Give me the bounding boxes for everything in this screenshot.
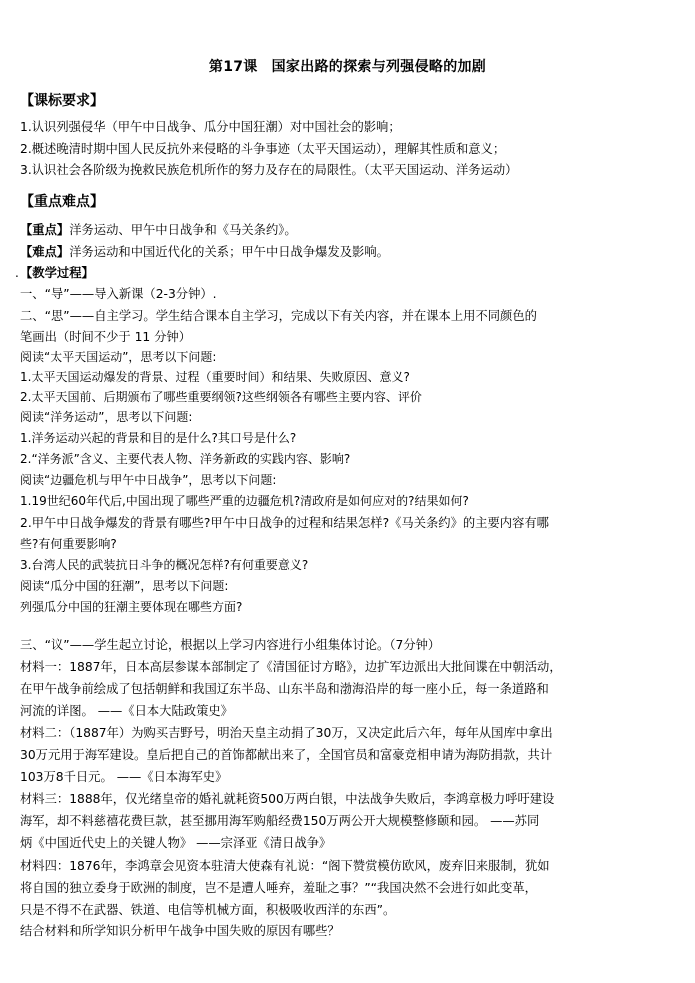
process-line: 2.太平天国前、后期颁布了哪些重要纲领?这些纲领各有哪些主要内容、评价 xyxy=(20,390,422,404)
discussion-line: 30万元用于海军建设。皇后把自己的首饰都献出来了，全国官员和富豪竞相申请为海防捐款，共计 xyxy=(20,748,553,762)
bullet-dot: . xyxy=(15,266,19,280)
discussion-line: 河流的详图。 ——《日本大陆政策史》 xyxy=(20,704,233,718)
process-line: 笔画出（时间不少于 11 分钟） xyxy=(20,330,192,344)
process-line: 阅读“太平天国运动”，思考以下问题: xyxy=(20,350,217,364)
standards-item: 3.认识社会各阶级为挽救民族危机所作的努力及存在的局限性。（太平天国运动、洋务运动） xyxy=(20,163,518,177)
discussion-line: 材料二：（1887年）为购买吉野号，明治天皇主动捐了30万，又决定此后六年，每年从国库中拿出 xyxy=(20,726,553,740)
discussion-line: 只是不得不在武器、铁道、电信等机械方面，积极吸收西洋的东西”。 xyxy=(20,903,396,917)
key-point-text: 洋务运动、甲午中日战争和《马关条约》。 xyxy=(69,223,297,237)
discussion-line: 103万8千日元。 ——《日本海军史》 xyxy=(20,770,228,784)
difficult-point-label: 【难点】 xyxy=(20,245,70,259)
discussion-line: 材料四：1876年，李鸿章会见资本驻清大使森有礼说：“阁下赞赏模仿欧风，废弃旧来服制，犹如 xyxy=(20,859,550,873)
discussion-line: 炳《中国近代史上的关键人物》 ——宗泽亚《清日战争》 xyxy=(20,836,332,850)
process-line: 列强瓜分中国的狂潮主要体现在哪些方面? xyxy=(20,600,243,614)
discussion-line: 材料三：1888年，仅光绪皇帝的婚礼就耗资500万两白银，中法战争失败后，李鸿章极力呼吁建设 xyxy=(20,792,555,806)
process-line: 1.洋务运动兴起的背景和目的是什么?其口号是什么? xyxy=(20,431,297,445)
process-line: 2.“洋务派”含义、主要代表人物、洋务新政的实践内容、影响? xyxy=(20,452,351,466)
standards-heading: 【课标要求】 xyxy=(20,93,104,109)
standards-item: 2.概述晚清时期中国人民反抗外来侵略的斗争事迹（太平天国运动），理解其性质和意义； xyxy=(20,142,506,156)
lesson-number: 第17课 xyxy=(208,59,258,75)
lesson-name: 国家出路的探索与列强侵略的加剧 xyxy=(271,59,487,75)
discussion-line: 在甲午战争前绘成了包括朝鲜和我国辽东半岛、山东半岛和渤海沿岸的每一座小丘，每一条道路和 xyxy=(20,682,549,696)
process-line: 1.19世纪60年代后,中国出现了哪些严重的边疆危机?清政府是如何应对的?结果如何? xyxy=(20,494,469,508)
process-line: 些?有何重要影响? xyxy=(20,537,117,551)
process-line: 阅读“瓜分中国的狂潮”，思考以下问题: xyxy=(20,579,229,593)
process-line: 2.甲午中日战争爆发的背景有哪些?甲午中日战争的过程和结果怎样?《马关条约》的主要内容有哪 xyxy=(20,516,549,530)
difficult-point-text: 洋务运动和中国近代化的关系；甲午中日战争爆发及影响。 xyxy=(69,245,389,259)
key-difficult-heading: 【重点难点】 xyxy=(20,194,104,210)
discussion-line: 海军，却不料慈禧花费巨款，甚至挪用海军购船经费150万两公开大规模整修颐和园。 ——苏同 xyxy=(20,814,540,828)
discussion-line: 材料一：1887年，日本高层参谋本部制定了《清国征讨方略》，边扩军边派出大批间谍在中朝活动， xyxy=(20,660,562,674)
standards-item: 1.认识列强侵华（甲午中日战争、瓜分中国狂潮）对中国社会的影响； xyxy=(20,120,401,134)
process-line: 一、“导”——导入新课（2-3分钟）. xyxy=(20,287,217,301)
discussion-line: 三、“议”——学生起立讨论，根据以上学习内容进行小组集体讨论。（7分钟） xyxy=(20,638,441,652)
key-point-label: 【重点】 xyxy=(20,223,70,237)
key-point-line xyxy=(20,221,675,239)
teaching-process-heading: 【教学过程】 xyxy=(20,266,94,280)
process-line: 二、“思”——自主学习。学生结合课本自主学习，完成以下有关内容，并在课本上用不同颜色的 xyxy=(20,309,537,323)
process-line: 1.太平天国运动爆发的背景、过程（重要时间）和结果、失败原因、意义? xyxy=(20,370,410,384)
lesson-title xyxy=(0,56,695,76)
process-line: 3.台湾人民的武装抗日斗争的概况怎样?有何重要意义? xyxy=(20,558,309,572)
discussion-question: 结合材料和所学知识分析甲午战争中国失败的原因有哪些？ xyxy=(20,924,340,938)
process-line: 阅读“洋务运动”，思考以下问题: xyxy=(20,410,193,424)
difficult-point-line xyxy=(20,243,675,261)
process-line: 阅读“边疆危机与甲午中日战争”，思考以下问题: xyxy=(20,473,277,487)
discussion-line: 将自国的独立委身于欧洲的制度，岂不是遭人唾弃，羞耻之事？”“我国决然不会进行如此变革， xyxy=(20,881,537,895)
